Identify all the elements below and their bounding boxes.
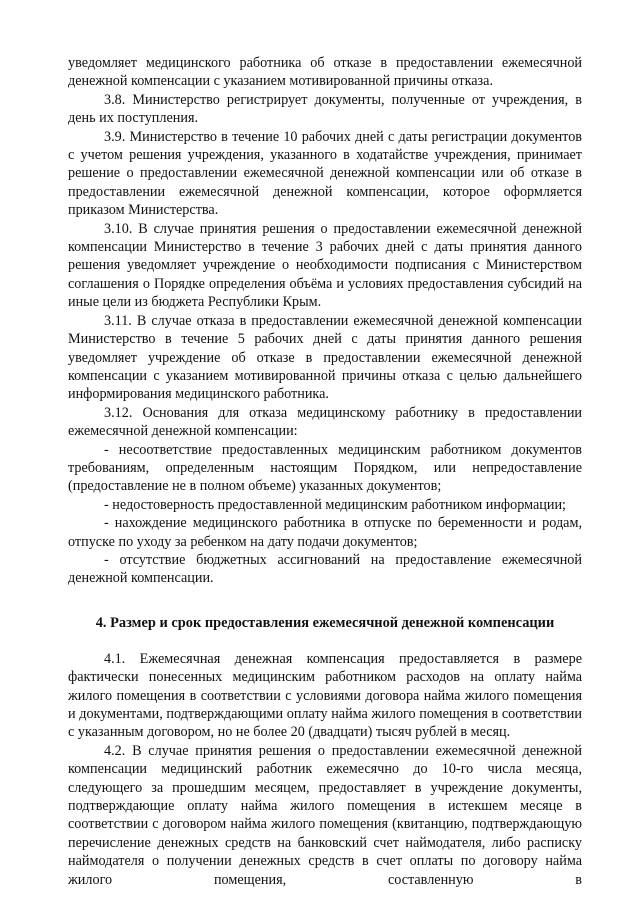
- paragraph-3-11: 3.11. В случае отказа в предоставлении ежемесячной денежной компенсации Министерство в течение 5 рабочих дней с даты принятия данного решения уведомляет учреждение об отказе в предоставлении ежемесячной денежной компенсации с указанием мотивированной причины отказа с целью дальнейшего информирования медицинского работника.: [68, 312, 582, 403]
- paragraph-3-12: 3.12. Основания для отказа медицинскому работнику в предоставлении ежемесячной денежной компенсации:: [68, 404, 582, 440]
- list-item-no-budget: - отсутствие бюджетных ассигнований на предоставление ежемесячной денежной компенсации.: [68, 551, 582, 587]
- paragraph-4-2: 4.2. В случае принятия решения о предоставлении ежемесячной денежной компенсации медицинский работник ежемесячно до 10-го числа месяца, следующего за прошедшим месяцем, предоставляет в учреждение документы, подтверждающие оплату найма жилого помещения в истекшем месяце в соответствии с договором найма жилого помещения (квитанцию, подтверждающую перечисление денежных средств на банковский счет наймодателя, либо расписку наймодателя о получении денежных средств в счет оплаты по договору найма жилого помещения, составленную в: [68, 742, 582, 888]
- paragraph-4-1: 4.1. Ежемесячная денежная компенсация предоставляется в размере фактически понесенных медицинским работником расходов на оплату найма жилого помещения в соответствии с условиями договора найма жилого помещения и документами, подтверждающими оплату найма жилого помещения в соответствии с указанным договором, но не более 20 (двадцати) тысяч рублей в месяц.: [68, 650, 582, 741]
- list-item-unreliable-info: - недостоверность предоставленной медицинским работником информации;: [104, 496, 566, 513]
- paragraph-3-8: 3.8. Министерство регистрирует документы, полученные от учреждения, в день их поступления.: [68, 91, 582, 127]
- section-heading-4: 4. Размер и срок предоставления ежемесячной денежной компенсации: [95, 614, 555, 631]
- list-item-mismatch: - несоответствие предоставленных медицинским работником документов требованиям, определенным настоящим Порядком, или непредоставление (предоставление не в полном объеме) указанных документов;: [68, 441, 582, 495]
- paragraph-3-9: 3.9. Министерство в течение 10 рабочих дней с даты регистрации документов с учетом решения учреждения, указанного в ходатайстве учреждения, принимает решение о предоставлении ежемесячной денежной компенсации или об отказе в предоставлении ежемесячной денежной компенсации, которое оформляется приказом Министерства.: [68, 128, 582, 219]
- list-item-leave: - нахождение медицинского работника в отпуске по беременности и родам, отпуске по уходу за ребенком на дату подачи документов;: [68, 515, 582, 550]
- paragraph-3-10: 3.10. В случае принятия решения о предоставлении ежемесячной денежной компенсации Министерство в течение 3 рабочих дней с даты принятия данного решения уведомляет учреждение о необходимости подписания с Министерством соглашения о Порядке определения объёма и условиях предоставления субсидий на иные цели из бюджета Республики Крым.: [68, 220, 582, 311]
- document-body: [68, 54, 582, 889]
- paragraph-continuation: уведомляет медицинского работника об отказе в предоставлении ежемесячной денежной компенсации с указанием мотивированной причины отказа.: [68, 55, 582, 90]
